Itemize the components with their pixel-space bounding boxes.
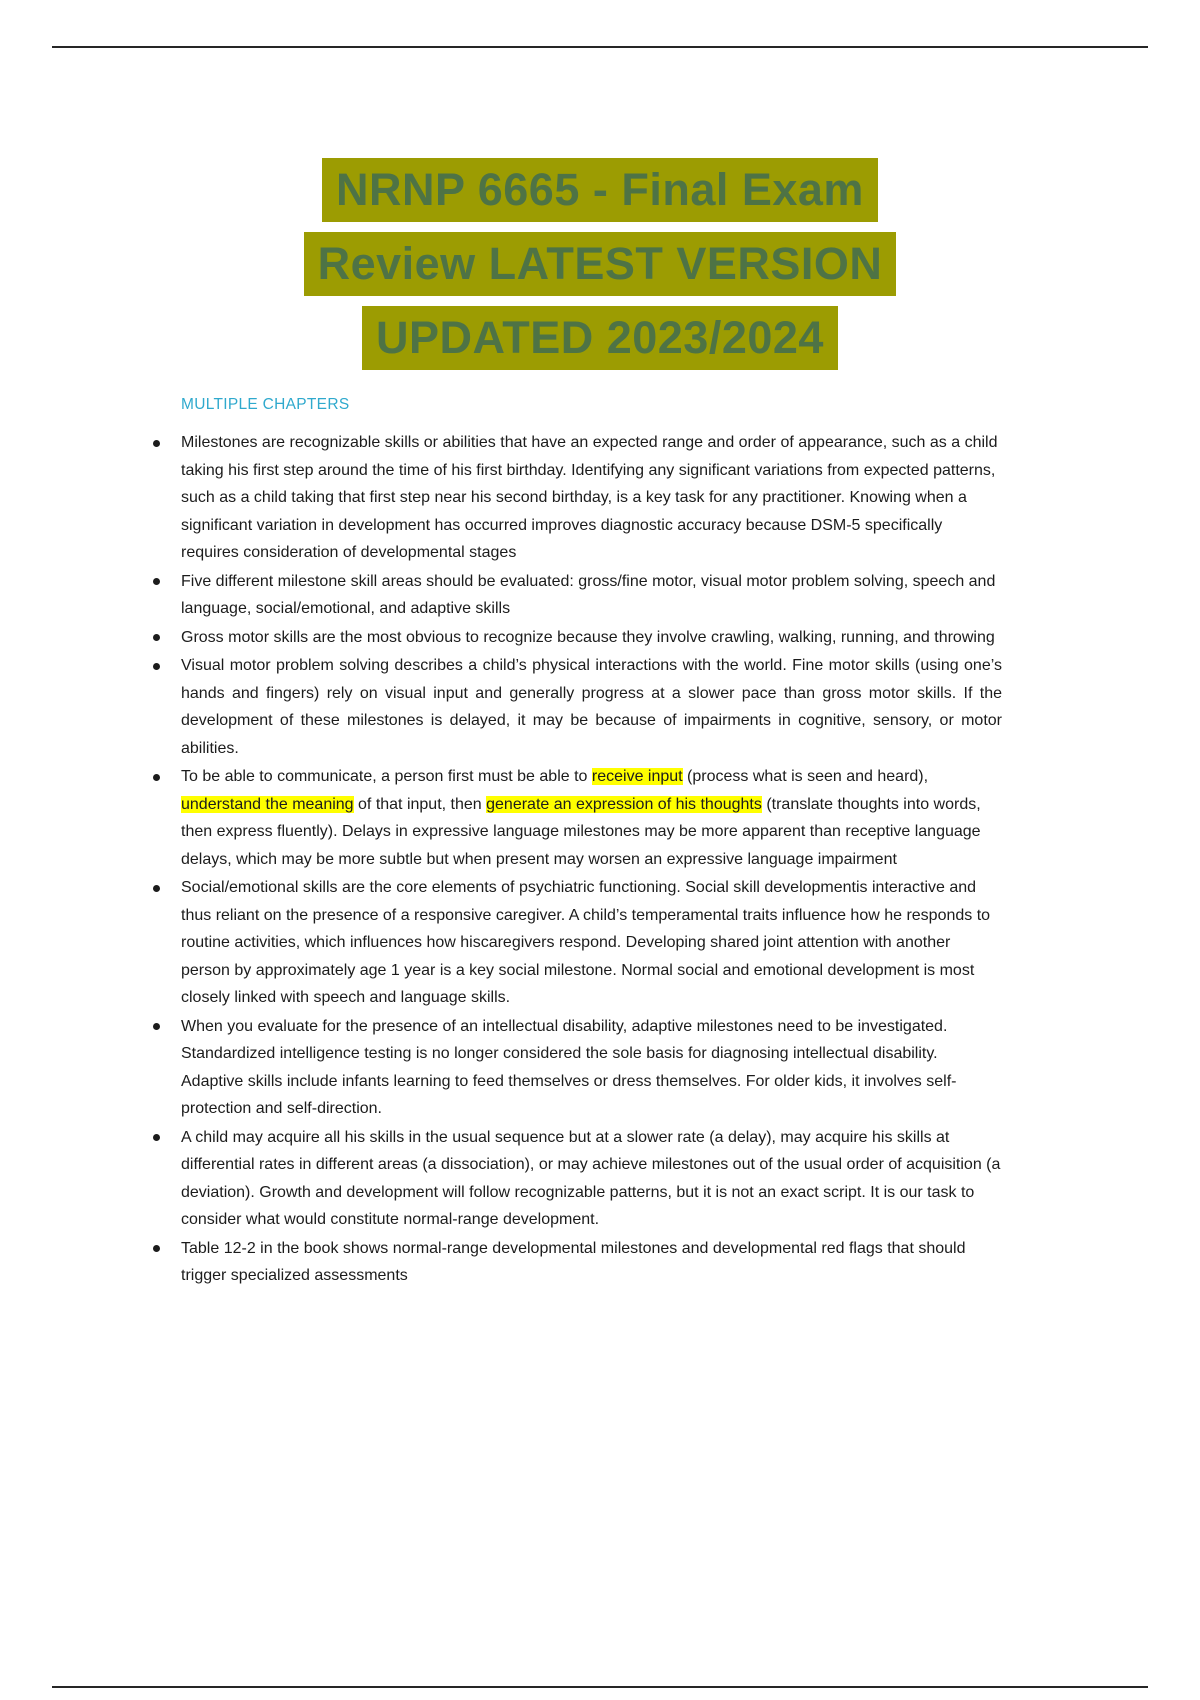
bullet-text	[181, 568, 1002, 623]
bullet-text	[181, 624, 1002, 652]
bullet-item	[150, 652, 1002, 762]
bullet-item	[150, 568, 1002, 623]
section-heading: MULTIPLE CHAPTERS	[181, 396, 350, 413]
highlighted-text: receive input	[591, 768, 683, 785]
bullet-item	[150, 1124, 1002, 1234]
document-body	[150, 396, 1002, 1291]
bullet-item	[150, 874, 1002, 1012]
bullet-item	[150, 429, 1002, 567]
bullet-item	[150, 763, 1002, 873]
bullet-marker-icon	[153, 1134, 160, 1141]
document-title	[0, 158, 1200, 380]
bottom-rule	[52, 1686, 1148, 1688]
title-row	[0, 306, 1200, 370]
text-segment: Milestones are recognizable skills or abilities that have an expected range and order of appearance, such as a child taking his first step around the time of his first birthday. Identifying any significant variations from expected patterns, such as a child taking that first step near his second birthday, is a key task for any practitioner. Knowing when a significant variation in development has occurred improves diagnostic accuracy because DSM-5 specifically requires consideration of developmental stages	[181, 434, 998, 561]
bullet-marker-icon	[153, 885, 160, 892]
bullet-text	[181, 1013, 1002, 1123]
title-line-1: NRNP 6665 - Final Exam	[322, 158, 878, 222]
title-line-3: UPDATED 2023/2024	[362, 306, 838, 370]
bullet-marker-icon	[153, 663, 160, 670]
text-segment: (process what is seen and heard),	[682, 768, 929, 785]
bullet-text	[181, 874, 1002, 1012]
text-segment: Five different milestone skill areas should be evaluated: gross/fine motor, visual motor problem solving, speech and language, social/emotional, and adaptive skills	[181, 572, 996, 617]
bullet-text	[181, 1124, 1002, 1234]
bullet-text	[181, 652, 1002, 762]
bullet-list	[150, 429, 1002, 1290]
top-rule	[52, 46, 1148, 48]
bullet-item	[150, 624, 1002, 652]
bullet-marker-icon	[153, 440, 160, 447]
bullet-text	[181, 1235, 1002, 1290]
bullet-marker-icon	[153, 774, 160, 781]
bullet-marker-icon	[153, 1245, 160, 1252]
bullet-item	[150, 1013, 1002, 1123]
text-segment: A child may acquire all his skills in the usual sequence but at a slower rate (a delay), may acquire his skills at differential rates in different areas (a dissociation), or may achieve milestones out of the usual order of acquisition (a deviation). Growth and development will follow recognizable patterns, but it is not an exact script. It is our task to consider what would constitute normal-range development.	[181, 1128, 1001, 1228]
text-segment: Social/emotional skills are the core elements of psychiatric functioning. Social skill developmentis interactive and thus reliant on the presence of a responsive caregiver. A child’s temperamental traits influence how he responds to routine activities, which influences how hiscaregivers respond. Developing shared joint attention with another person by approximately age 1 year is a key social milestone. Normal social and emotional development is most closely linked with speech and language skills.	[181, 879, 991, 1006]
highlighted-text: understand the meaning	[181, 795, 354, 813]
text-segment: Table 12-2 in the book shows normal-range developmental milestones and developmental red flags that should trigger specialized assessments	[181, 1239, 966, 1284]
bullet-item	[150, 1235, 1002, 1290]
bullet-marker-icon	[153, 634, 160, 641]
text-segment: To be able to communicate, a person first must be able to	[181, 768, 592, 785]
text-segment: of that input, then	[353, 795, 487, 813]
bullet-marker-icon	[153, 578, 160, 585]
text-segment: When you evaluate for the presence of an intellectual disability, adaptive milestones need to be investigated. Standardized intelligence testing is no longer considered the sole basis for diagnosing intellectual disability. Adaptive skills include infants learning to feed themselves or dress themselves. For older kids, it involves self-protection and self-direction.	[181, 1017, 957, 1117]
title-row	[0, 232, 1200, 296]
title-row	[0, 158, 1200, 222]
highlighted-text: generate an expression of his thoughts	[486, 795, 762, 813]
title-line-2: Review LATEST VERSION	[304, 232, 897, 296]
text-segment: Gross motor skills are the most obvious to recognize because they involve crawling, walking, running, and throwing	[181, 628, 995, 646]
text-segment: Visual motor problem solving describes a child’s physical interactions with the world. Fine motor skills (using one’s hands and fingers) rely on visual input and generally progress at a slower pace than gross motor skills. If the development of these milestones is delayed, it may be because of impairments in cognitive, sensory, or motor abilities.	[181, 657, 1002, 757]
bullet-marker-icon	[153, 1023, 160, 1030]
text-segment: (translate thoughts into words, then express fluently). Delays in expressive language milestones may be more apparent than receptive language delays, which may be more subtle but when present may worsen an expressive language impairment	[181, 795, 981, 868]
bullet-text	[181, 763, 1002, 873]
bullet-text	[181, 429, 1002, 567]
